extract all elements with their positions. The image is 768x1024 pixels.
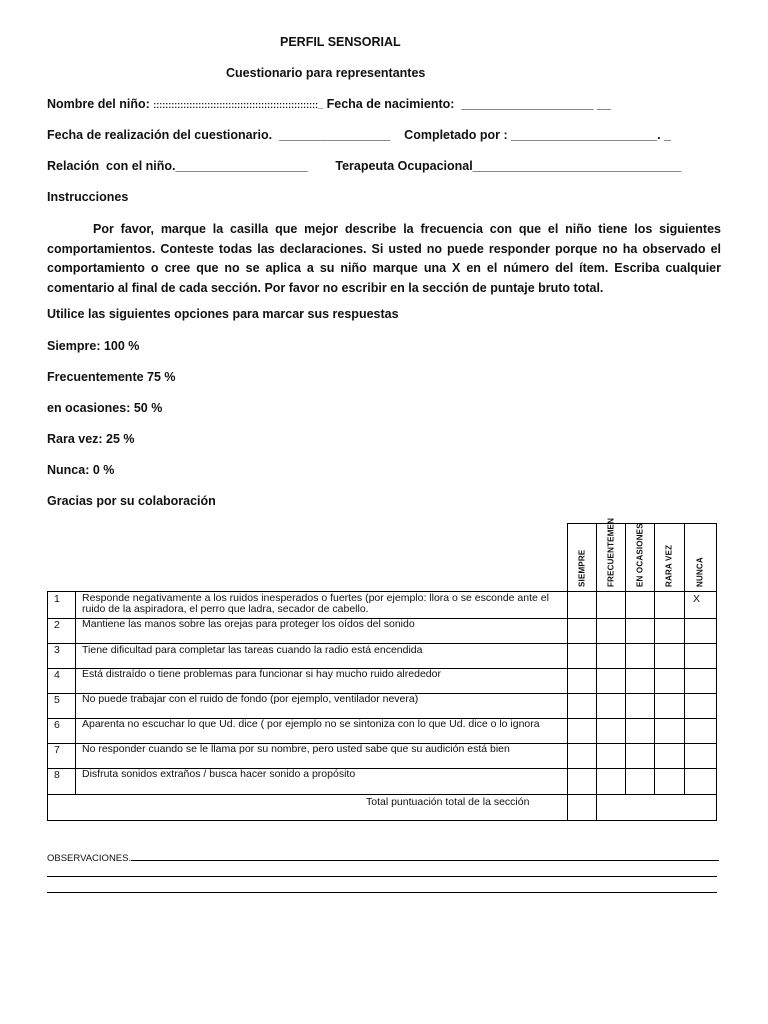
column-header-always: SIEMPRE	[577, 549, 586, 587]
option-never: Nunca: 0 %	[47, 463, 115, 477]
instructions-heading: Instrucciones	[47, 190, 129, 204]
section-total-label: Total puntuación total de la sección	[366, 796, 530, 808]
row-statement: Aparenta no escuchar lo que Ud. dice ( por ejemplo no se sintoniza con lo que Ud. dice o lo ignora	[82, 718, 540, 730]
row-number: 6	[54, 719, 60, 731]
relation-field[interactable]: ___________________	[175, 159, 308, 173]
completion-date-label: Fecha de realización del cuestionario.	[47, 128, 273, 142]
completion-date-row	[47, 128, 671, 142]
row-number: 4	[54, 669, 60, 681]
observations-line[interactable]	[47, 882, 719, 896]
row-statement: No responder cuando se le llama por su nombre, pero usted sabe que su audición está bien	[82, 743, 510, 755]
column-header-sometimes: EN OCASIONES	[635, 523, 644, 587]
completion-date-field[interactable]: ________________	[279, 128, 391, 142]
column-header-rarely: RARA VEZ	[664, 544, 673, 587]
document-title: PERFIL SENSORIAL	[280, 35, 401, 49]
row-statement: No puede trabajar con el ruido de fondo (por ejemplo, ventilador nevera)	[82, 693, 419, 705]
row-number: 2	[54, 619, 60, 631]
row-statement: Tiene dificultad para completar las tareas cuando la radio está encendida	[82, 644, 423, 656]
completed-by-label: Completado por :	[404, 128, 508, 142]
row-mark-never[interactable]: X	[693, 593, 701, 605]
observations-line[interactable]	[47, 866, 719, 880]
column-header-frequently: FRECUENTEMEN	[606, 517, 615, 587]
completed-by-field[interactable]: _____________________. _	[511, 128, 672, 142]
row-statement: Está distraído o tiene problemas para funcionar si hay mucho ruido alrededor	[82, 668, 441, 680]
birth-date-label: Fecha de nacimiento:	[326, 97, 455, 111]
option-sometimes: en ocasiones: 50 %	[47, 401, 163, 415]
row-number: 8	[54, 769, 60, 781]
column-header-never: NUNCA	[695, 557, 704, 587]
observations-line[interactable]	[47, 850, 719, 864]
row-number: 7	[54, 744, 60, 756]
observations-label: OBSERVACIONES.	[47, 853, 132, 864]
thanks-note: Gracias por su colaboración	[47, 494, 216, 508]
row-statement: Disfruta sonidos extraños / busca hacer sonido a propósito	[82, 768, 356, 780]
option-always: Siempre: 100 %	[47, 339, 140, 353]
therapist-field[interactable]: ______________________________	[472, 159, 682, 173]
therapist-label: Terapeuta Ocupacional	[335, 159, 473, 173]
option-rarely: Rara vez: 25 %	[47, 432, 135, 446]
row-statement: Mantiene las manos sobre las orejas para proteger los oídos del sonido	[82, 618, 415, 630]
row-number: 1	[54, 593, 60, 605]
row-number: 5	[54, 694, 60, 706]
row-number: 3	[54, 644, 60, 656]
options-heading: Utilice las siguientes opciones para marcar sus respuestas	[47, 307, 399, 321]
child-name-label: Nombre del niño:	[47, 97, 150, 111]
birth-date-field[interactable]: ___________________ __	[461, 97, 611, 111]
option-frequently: Frecuentemente 75 %	[47, 370, 176, 384]
document-subtitle: Cuestionario para representantes	[226, 66, 426, 80]
row-statement: Responde negativamente a los ruidos inesperados o fuertes (por ejemplo: llora o se esconde ante el ruido de la aspiradora, el perro que ladra, secador de cabello.	[82, 592, 549, 615]
relation-row	[47, 159, 681, 173]
child-name-row	[47, 97, 611, 111]
instructions-body: Por favor, marque la casilla que mejor describe la frecuencia con que el niño tiene los siguientes comportamientos. Conteste todas las declaraciones. Si usted no puede responder porque no ha observado el comportamiento o cree que no se aplica a su niño marque una X en el número del ítem. Escriba cualquier comentario al final de cada sección. Por favor no escribir en la sección de puntaje bruto total.	[47, 222, 721, 295]
relation-label: Relación con el niño.	[47, 159, 176, 173]
child-name-field[interactable]: :::::::::::::::::::::::::::::::::::::::::::::::::::::::_	[153, 100, 324, 110]
